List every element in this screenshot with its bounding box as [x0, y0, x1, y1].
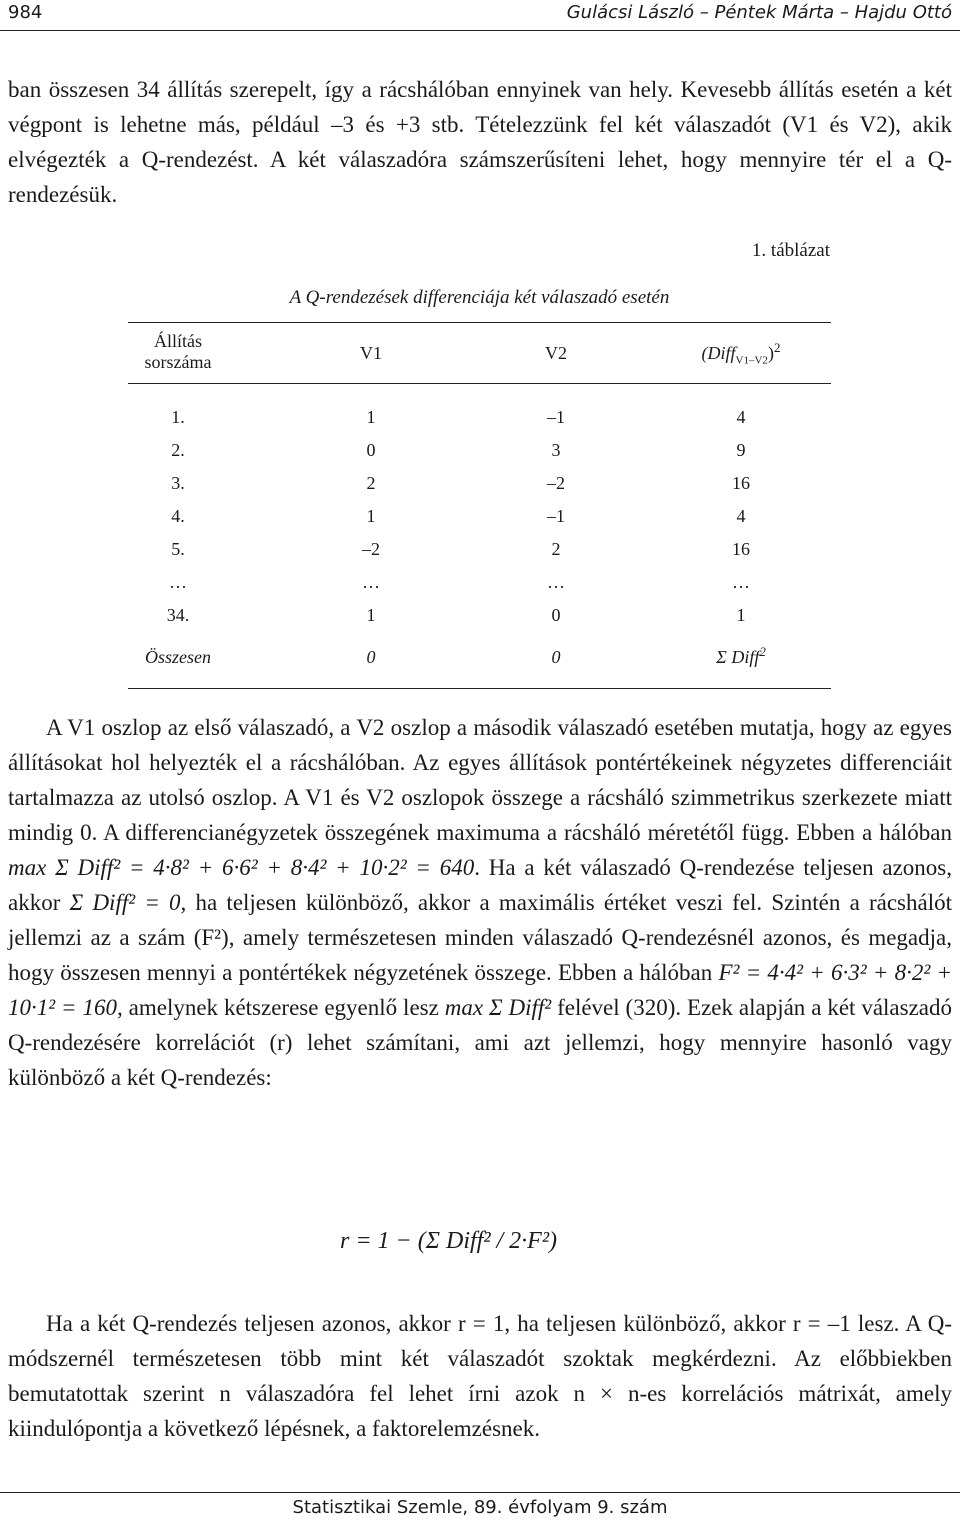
table-cell-item-no: 4. — [171, 506, 185, 526]
table-cell-diff: 16 — [732, 473, 750, 493]
header-diff — [673, 340, 809, 367]
equation-max-diff: max Σ Diff² = 4·8² + 6·6² + 8·4² + 10·2² = 640 — [8, 855, 475, 880]
header-diff-sup: 2 — [773, 340, 781, 355]
table-cell-v2: –1 — [547, 407, 565, 427]
header-diff-text: (Diff — [701, 343, 736, 363]
total-diff-text: Σ Diff — [716, 647, 760, 667]
header-item-no-line2: sorszáma — [144, 352, 212, 372]
body-paragraph-1 — [8, 710, 952, 1095]
table-cell-v1: 2 — [366, 473, 376, 493]
body-text-2: Ha a két Q-rendezés teljesen azonos, akkor r = 1, ha teljesen különböző, akkor r = –1 lesz. A Q-módszernél természetesen több mint két válaszadót szoktak megkérdezni. Az előbbiekben bemutatottak szerint n válaszadóra fel lehet írni azok n × n-es korrelációs mátrixát, amely kiindulópontja a következő lépésnek, a faktorelemzésnek. — [8, 1311, 952, 1441]
data-table — [128, 322, 831, 689]
table-cell-v2: 2 — [551, 539, 561, 559]
table-cell-v2: –2 — [547, 473, 565, 493]
table-cell-item-no: 3. — [171, 473, 185, 493]
body-paragraph-2 — [8, 1306, 952, 1446]
table-cell-diff: … — [732, 572, 750, 592]
table-cell-diff: 4 — [736, 506, 746, 526]
header-item-no-line1: Állítás — [154, 331, 202, 351]
table-cell-item-no: 34. — [166, 605, 190, 625]
table-cell-v1: –2 — [362, 539, 380, 559]
table-cell-v2: 3 — [551, 440, 561, 460]
page-header — [0, 0, 960, 31]
header-v1: V1 — [360, 343, 382, 363]
header-rule — [128, 383, 831, 384]
body-text-b: . Ha a két válaszadó Q-rendezése teljesen azonos, akkor — [8, 855, 952, 915]
table-cell-diff: 9 — [736, 440, 746, 460]
page-footer: Statisztikai Szemle, 89. évfolyam 9. szám — [0, 1492, 960, 1524]
header-v2: V2 — [545, 343, 567, 363]
equation-max-diff-ref: max Σ Diff² — [444, 995, 552, 1020]
body-text — [8, 710, 952, 1095]
table-cell-v1: 0 — [366, 440, 376, 460]
table-cell-v1: 1 — [366, 407, 376, 427]
table-cell-item-no: 1. — [171, 407, 185, 427]
table-caption: A Q-rendezések differenciája két válaszadó esetén — [289, 287, 670, 308]
body-text-d: amelynek kétszerese egyenlő lesz — [128, 995, 439, 1020]
table-cell-item-no: … — [169, 572, 187, 592]
table-cell-diff: 4 — [736, 407, 746, 427]
header-item-no — [128, 331, 228, 373]
body-text-a: A V1 oszlop az első válaszadó, a V2 oszlop a második válaszadó esetében mutatja, hogy az egyes állításokat hol helyezték el a rácshálóban. Az egyes állítások pontértékeinek négyzetes differenciáit tartalmazza az utolsó oszlop. A V1 és V2 oszlopok összege a rácsháló szimmetrikus szerkezete miatt mindig 0. A differencianégyzetek összegének maximuma a rácsháló méretétől függ. Ebben a hálóban — [8, 715, 952, 845]
table-cell-v1: 1 — [366, 506, 376, 526]
correlation-formula: r = 1 − (Σ Diff² / 2·F²) — [340, 1228, 558, 1254]
running-authors: Gulácsi László – Péntek Márta – Hajdu Ottó — [566, 2, 952, 23]
table-cell-item-no: 5. — [171, 539, 185, 559]
table-number: 1. táblázat — [751, 240, 830, 261]
body-text-e: felével (320). Ezek alapján a két válaszadó Q-rendezésére korrelációt (r) lehet számítani, ami azt jellemzi, hogy mennyire hasonló vagy különböző a két Q-rendezés: — [8, 995, 952, 1090]
equation-diff-zero: Σ Diff² = 0, — [69, 890, 187, 915]
page-number: 984 — [8, 2, 43, 23]
total-v2: 0 — [551, 647, 561, 667]
intro-paragraph — [8, 72, 952, 212]
header-diff-end: ) — [767, 343, 774, 363]
body-text-c: ha teljesen különböző, akkor a maximális értéket veszi fel. Szintén a rácshálót jellemzi az a szám (F²), amely természetesen minden válaszadó Q-rendezésnél azonos, és megadja, hogy összesen mennyi a pontértékek négyzetének összege. Ebben a hálóban — [8, 890, 952, 985]
table-cell-v2: … — [547, 572, 565, 592]
total-diff-sup: 2 — [759, 644, 766, 659]
header-diff-sub: V1–V2 — [735, 354, 768, 367]
total-label: Összesen — [145, 647, 211, 667]
equation-f-squared: F² = 4·4² + 6·3² + 8·2² + 10·1² = 160, — [8, 960, 952, 1020]
total-v1: 0 — [366, 647, 376, 667]
table-cell-v2: 0 — [551, 605, 561, 625]
table-cell-v1: … — [362, 572, 380, 592]
table-cell-v2: –1 — [547, 506, 565, 526]
table-cell-item-no: 2. — [171, 440, 185, 460]
table-cell-v1: 1 — [366, 605, 376, 625]
intro-text: ban összesen 34 állítás szerepelt, így a rácshálóban ennyinek van hely. Kevesebb állítás esetén a két végpont is lehetne más, például –3 és +3 stb. Tételezzünk fel két válaszadót (V1 és V2), akik elvégezték a Q-rendezést. A két válaszadóra számszerűsíteni lehet, hogy mennyire tér el a Q-rendezésük. — [8, 77, 952, 207]
table-cell-diff: 16 — [732, 539, 750, 559]
table-cell-diff: 1 — [736, 605, 746, 625]
total-diff — [673, 644, 809, 668]
